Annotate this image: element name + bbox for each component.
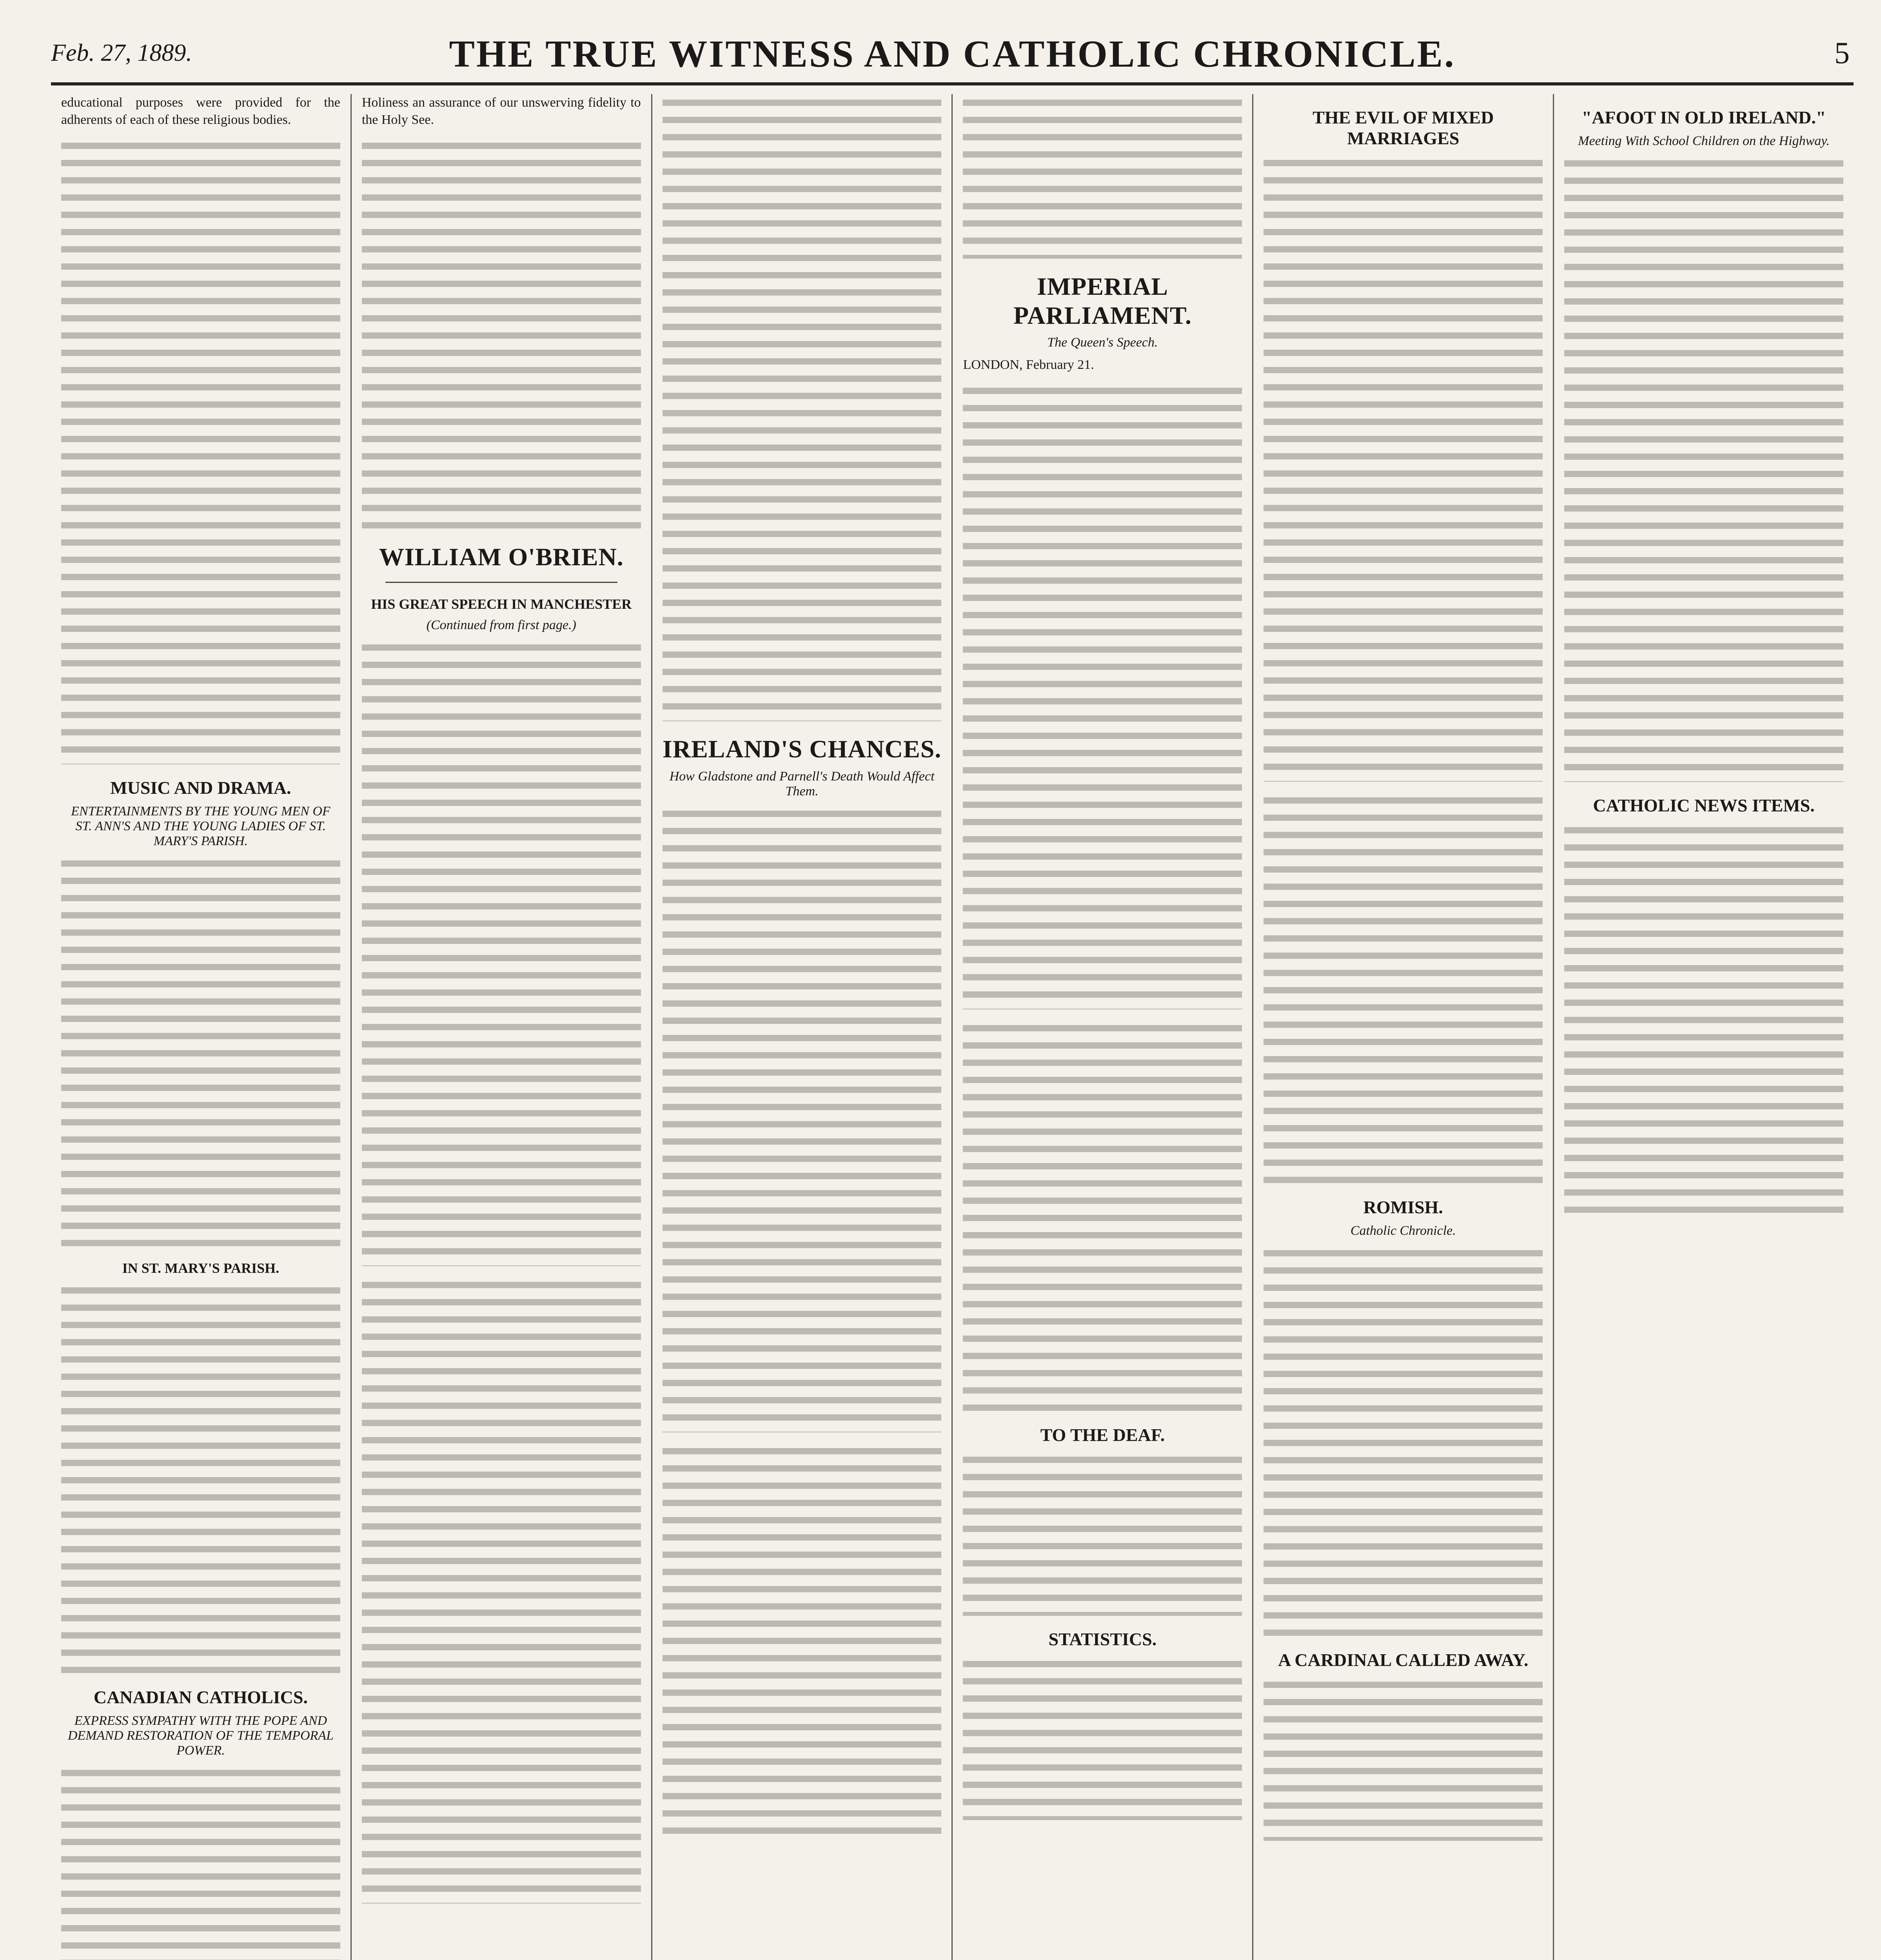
headline-cardinal: A CARDINAL CALLED AWAY. <box>1278 1650 1529 1670</box>
headline-to-the-deaf: TO THE DEAF. <box>1040 1425 1165 1445</box>
article-text-block <box>61 1282 340 1674</box>
columns <box>51 94 1854 1960</box>
article-text-block <box>1264 1676 1543 1841</box>
subheadline: ENTERTAINMENTS BY THE YOUNG MEN OF ST. ANN'S AND THE YOUNG LADIES OF ST. MARY'S PARISH. <box>71 804 330 848</box>
headline-irelands-chances: IRELAND'S CHANCES. <box>662 735 942 763</box>
headline-william-obrien: WILLIAM O'BRIEN. <box>379 543 624 571</box>
subheadline: HIS GREAT SPEECH IN MANCHESTER <box>371 596 632 612</box>
dateline: LONDON, February 21. <box>963 358 1094 372</box>
divider <box>385 582 617 583</box>
subheadline: EXPRESS SYMPATHY WITH THE POPE AND DEMAND RESTORATION OF THE TEMPORAL POWER. <box>67 1713 334 1758</box>
headline-catholic-news-items: CATHOLIC NEWS ITEMS. <box>1593 795 1815 815</box>
page-number: 5 <box>1834 36 1850 70</box>
column-6 <box>1554 94 1854 1960</box>
continued-note: (Continued from first page.) <box>426 617 576 632</box>
masthead <box>51 24 1854 85</box>
article-text-block <box>963 1655 1242 1820</box>
column-3 <box>652 94 953 1960</box>
article-text-block <box>963 1451 1242 1616</box>
headline-mixed-marriages: THE EVIL OF MIXED MARRIAGES <box>1313 107 1494 148</box>
column-2 <box>352 94 652 1960</box>
article-text-block <box>963 94 1242 259</box>
article-text-block <box>663 94 942 721</box>
column-4 <box>953 94 1253 1960</box>
article-text-block <box>1564 155 1843 782</box>
article-text-block <box>61 137 340 764</box>
headline-imperial-parliament: IMPERIAL PARLIAMENT. <box>1013 272 1192 329</box>
article-text-block <box>1264 1245 1543 1637</box>
headline-music-drama: MUSIC AND DRAMA. <box>110 778 291 798</box>
article-text-block <box>1264 792 1543 1184</box>
article-text-block <box>663 1443 942 1835</box>
headline-canadian-catholics: CANADIAN CATHOLICS. <box>93 1687 308 1708</box>
headline-afoot-in-old-ireland: "AFOOT IN OLD IRELAND." <box>1581 107 1826 127</box>
subheadline: Meeting With School Children on the Highway. <box>1578 133 1830 148</box>
subheadline: The Queen's Speech. <box>1047 335 1158 350</box>
column-5 <box>1253 94 1554 1960</box>
issue-date: Feb. 27, 1889. <box>51 40 192 66</box>
headline-st-marys: IN ST. MARY'S PARISH. <box>122 1260 280 1276</box>
article-text-block <box>61 1764 340 1960</box>
article-text-block <box>362 137 641 529</box>
article-text-block <box>362 1276 641 1904</box>
article-text-block <box>963 382 1242 1009</box>
newspaper-title: THE TRUE WITNESS AND CATHOLIC CHRONICLE. <box>449 33 1456 75</box>
article-text-block <box>963 1020 1242 1412</box>
article-text-block <box>1264 154 1543 782</box>
headline-statistics: STATISTICS. <box>1048 1629 1157 1650</box>
article-text: educational purposes were provided for the adherents of each of these religious bodies. <box>61 95 340 127</box>
article-text-block <box>362 639 641 1266</box>
headline-romish: ROMISH. <box>1363 1197 1443 1217</box>
article-text-block <box>1564 822 1843 1214</box>
subheadline: Catholic Chronicle. <box>1350 1223 1456 1238</box>
article-text-block <box>61 855 340 1247</box>
article-text: Holiness an assurance of our unswerving fidelity to the Holy See. <box>361 95 641 127</box>
article-text-block <box>663 805 942 1432</box>
column-1 <box>51 94 352 1960</box>
subheadline: How Gladstone and Parnell's Death Would Affect Them. <box>669 769 935 799</box>
